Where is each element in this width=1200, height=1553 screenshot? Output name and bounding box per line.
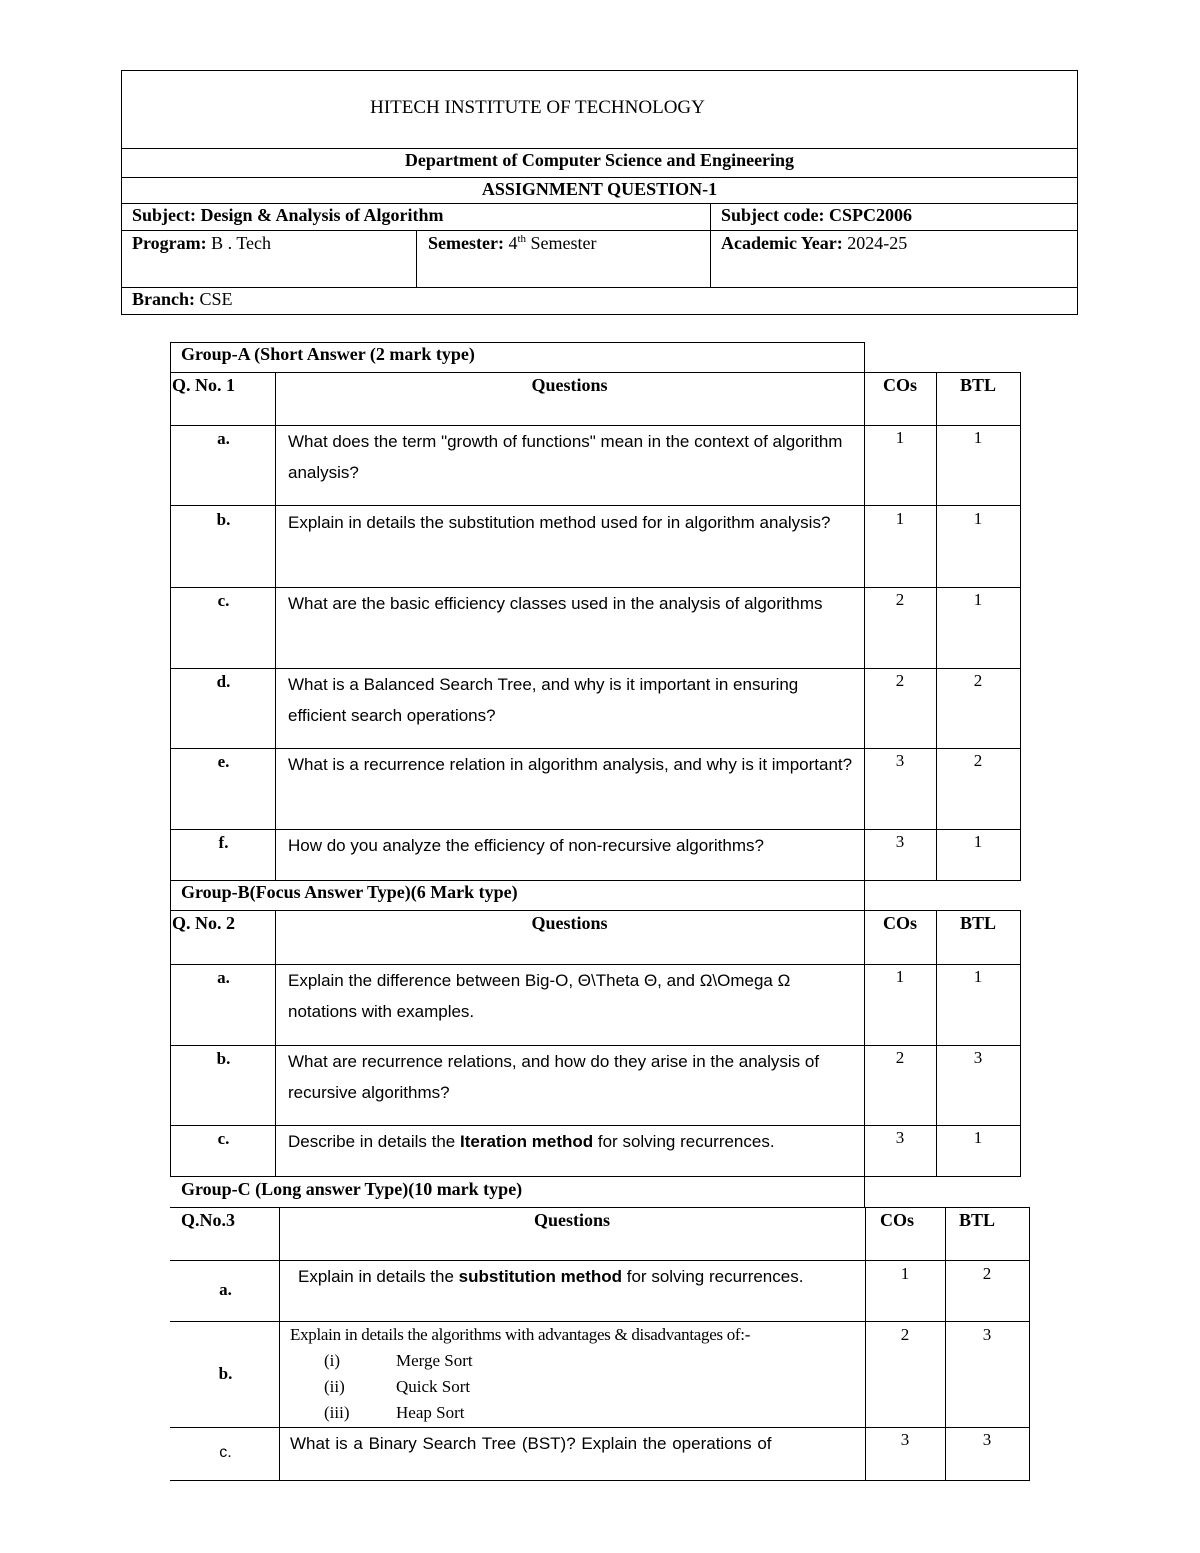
group-a-col-cos: COs — [882, 375, 917, 395]
branch-field — [132, 289, 632, 310]
question-text: How do you analyze the efficiency of non-recursive algorithms? — [288, 836, 764, 855]
co-value: 1 — [895, 509, 905, 528]
btl-value: 1 — [973, 967, 983, 986]
row-label: b. — [216, 510, 231, 529]
group-a-title: Group-A (Short Answer (2 mark type) — [181, 344, 475, 364]
row-label: a. — [219, 1280, 232, 1299]
list-item — [324, 1375, 624, 1399]
row-label: c. — [219, 1444, 232, 1461]
subject-value: Design & Analysis of Algorithm — [200, 205, 444, 225]
question-text-post: for solving recurrences. — [593, 1132, 775, 1151]
list-name: Heap Sort — [396, 1403, 465, 1422]
branch-label: Branch: — [132, 289, 195, 309]
group-b-col-questions: Questions — [531, 913, 608, 933]
branch-value: CSE — [199, 289, 233, 309]
co-value: 2 — [895, 590, 905, 609]
group-c-title: Group-C (Long answer Type)(10 mark type) — [181, 1179, 523, 1199]
department-name: Department of Computer Science and Engineering — [404, 150, 795, 170]
btl-value: 1 — [973, 590, 983, 609]
co-value: 1 — [900, 1264, 910, 1283]
group-c-col-cos: COs — [879, 1210, 914, 1230]
group-a-qno: Q. No. 1 — [172, 375, 235, 395]
question-text-bold: Iteration method — [459, 1132, 594, 1151]
question-text: What is a Balanced Search Tree, and why is it important in ensuring efficient search operations? — [288, 675, 799, 725]
group-b-col-cos: COs — [882, 913, 917, 933]
btl-value: 2 — [973, 671, 983, 690]
semester-num: 4 — [508, 233, 518, 253]
btl-value: 2 — [982, 1264, 992, 1283]
subject-field — [132, 205, 702, 226]
question-text: Explain in details the substitution method used for in algorithm analysis? — [288, 513, 831, 532]
subject-code-field — [721, 205, 1071, 226]
question-text-post: for solving recurrences. — [622, 1267, 804, 1286]
list-num: (i) — [324, 1351, 341, 1370]
group-a-col-btl: BTL — [959, 375, 997, 395]
list-item — [324, 1349, 624, 1373]
semester-label: Semester: — [428, 233, 504, 253]
group-b-qno: Q. No. 2 — [172, 913, 235, 933]
list-num: (iii) — [324, 1403, 350, 1422]
assignment-title: ASSIGNMENT QUESTION-1 — [481, 179, 718, 199]
question-text: Explain the difference between Big-O, Θ\Theta Θ, and Ω\Omega Ω notations with examples. — [288, 971, 791, 1021]
co-value: 3 — [900, 1430, 910, 1449]
btl-value: 3 — [973, 1048, 983, 1067]
academic-year-field — [721, 233, 1071, 254]
group-a-col-questions: Questions — [531, 375, 608, 395]
btl-value: 1 — [973, 1128, 983, 1147]
btl-value: 3 — [982, 1325, 992, 1344]
group-b-col-btl: BTL — [959, 913, 997, 933]
subject-label: Subject: — [132, 205, 196, 225]
list-item — [324, 1401, 624, 1425]
row-label: a. — [217, 429, 230, 448]
program-value: B . Tech — [211, 233, 272, 253]
question-text: What are recurrence relations, and how do they arise in the analysis of recursive algorithms? — [288, 1052, 820, 1102]
list-num: (ii) — [324, 1377, 345, 1396]
btl-value: 1 — [973, 428, 983, 447]
list-name: Quick Sort — [396, 1377, 471, 1396]
row-label: b. — [216, 1049, 231, 1068]
row-label: f. — [218, 833, 229, 852]
question-text: What does the term "growth of functions" mean in the context of algorithm analysis? — [288, 432, 843, 482]
row-label: b. — [218, 1364, 233, 1383]
btl-value: 2 — [973, 751, 983, 770]
group-b-title: Group-B(Focus Answer Type)(6 Mark type) — [181, 882, 518, 902]
question-text: What is a Binary Search Tree (BST)? Explain the operations of — [290, 1434, 772, 1453]
row-label: d. — [216, 672, 231, 691]
row-label: a. — [217, 968, 230, 987]
list-name: Merge Sort — [396, 1351, 473, 1370]
row-label: c. — [217, 591, 230, 610]
subject-code-value: CSPC2006 — [828, 205, 912, 225]
question-text-pre: Explain in details the — [298, 1267, 459, 1286]
question-text-pre: Describe in details the — [288, 1132, 460, 1151]
program-label: Program: — [132, 233, 207, 253]
question-text-bold: substitution method — [458, 1267, 623, 1286]
year-value: 2024-25 — [847, 233, 908, 253]
question-text — [288, 1126, 863, 1157]
co-value: 2 — [900, 1325, 910, 1344]
institute-name: HITECH INSTITUTE OF TECHNOLOGY — [370, 97, 705, 118]
co-value: 2 — [895, 1048, 905, 1067]
row-label: e. — [217, 752, 230, 771]
year-label: Academic Year: — [721, 233, 843, 253]
program-field — [132, 233, 412, 254]
co-value: 3 — [895, 751, 905, 770]
btl-value: 1 — [973, 832, 983, 851]
question-text: What is a recurrence relation in algorithm analysis, and why is it important? — [288, 755, 853, 774]
co-value: 1 — [895, 967, 905, 986]
co-value: 3 — [895, 832, 905, 851]
question-text — [290, 1261, 856, 1292]
group-c-qno: Q.No.3 — [181, 1210, 235, 1230]
semester-sup: th — [517, 233, 527, 245]
question-text: Explain in details the algorithms with advantages & disadvantages of:- — [290, 1325, 751, 1344]
subject-code-label: Subject code: — [721, 205, 825, 225]
question-text: What are the basic efficiency classes used in the analysis of algorithms — [288, 594, 823, 613]
btl-value: 3 — [982, 1430, 992, 1449]
co-value: 3 — [895, 1128, 905, 1147]
group-c-col-btl: BTL — [958, 1210, 996, 1230]
co-value: 2 — [895, 671, 905, 690]
group-c-col-questions: Questions — [533, 1210, 611, 1230]
co-value: 1 — [895, 428, 905, 447]
semester-value: Semester — [530, 233, 597, 253]
semester-field — [428, 233, 708, 254]
row-label: c. — [217, 1129, 230, 1148]
btl-value: 1 — [973, 509, 983, 528]
